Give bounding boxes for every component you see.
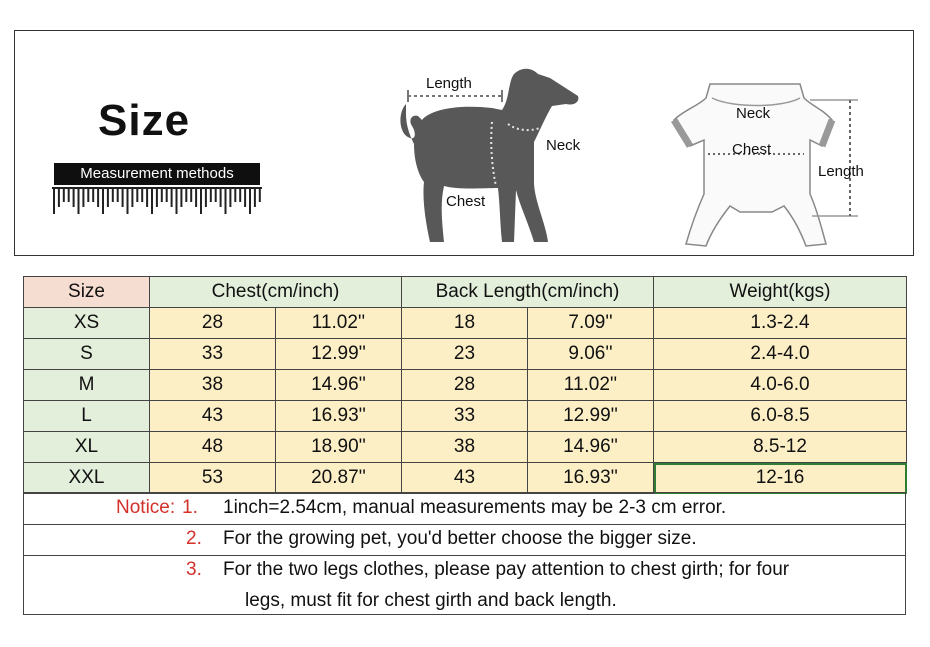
back-cm-cell: 38	[402, 432, 528, 463]
back-cm-cell: 33	[402, 401, 528, 432]
header-size: Size	[24, 277, 150, 308]
table-row	[24, 432, 907, 463]
weight-cell: 12-16	[654, 463, 907, 494]
table-row	[24, 463, 907, 494]
size-cell: L	[24, 401, 150, 432]
size-cell: S	[24, 339, 150, 370]
weight-cell: 2.4-4.0	[654, 339, 907, 370]
notice-text-3-line-1: For the two legs clothes, please pay attention to chest girth; for four	[223, 559, 790, 580]
back-inch-cell: 11.02''	[528, 370, 654, 401]
size-chart-table	[23, 276, 907, 494]
chest-inch-cell: 18.90''	[276, 432, 402, 463]
chest-cm-cell: 38	[150, 370, 276, 401]
chest-cm-cell: 53	[150, 463, 276, 494]
notice-row-1	[24, 493, 905, 525]
header-back-length: Back Length(cm/inch)	[402, 277, 654, 308]
notice-text-1: 1inch=2.54cm, manual measurements may be 2-3 cm error.	[223, 497, 727, 518]
back-inch-cell: 12.99''	[528, 401, 654, 432]
shirt-length-label: Length	[818, 163, 864, 180]
table-row	[24, 401, 907, 432]
back-cm-cell: 23	[402, 339, 528, 370]
back-inch-cell: 9.06''	[528, 339, 654, 370]
notice-panel	[23, 492, 906, 615]
weight-cell: 4.0-6.0	[654, 370, 907, 401]
chest-cm-cell: 28	[150, 308, 276, 339]
size-cell: XL	[24, 432, 150, 463]
chest-inch-cell: 20.87''	[276, 463, 402, 494]
table-row	[24, 339, 907, 370]
measurement-methods-label: Measurement methods	[54, 163, 260, 185]
notice-number-2: 2.	[186, 528, 202, 549]
weight-cell: 6.0-8.5	[654, 401, 907, 432]
chest-cm-cell: 33	[150, 339, 276, 370]
chest-inch-cell: 14.96''	[276, 370, 402, 401]
notice-row-2	[24, 524, 905, 556]
notice-text-3-line-2: legs, must fit for chest girth and back length.	[245, 590, 617, 611]
back-inch-cell: 16.93''	[528, 463, 654, 494]
notice-row-3	[24, 555, 905, 615]
shirt-chest-label: Chest	[732, 141, 772, 158]
chest-inch-cell: 11.02''	[276, 308, 402, 339]
header-weight: Weight(kgs)	[654, 277, 907, 308]
size-cell: XXL	[24, 463, 150, 494]
back-cm-cell: 43	[402, 463, 528, 494]
weight-cell: 1.3-2.4	[654, 308, 907, 339]
chest-cm-cell: 43	[150, 401, 276, 432]
back-inch-cell: 14.96''	[528, 432, 654, 463]
dog-silhouette-icon	[400, 69, 578, 242]
notice-prefix: Notice:	[116, 497, 176, 518]
dog-length-label: Length	[426, 75, 472, 92]
weight-cell: 8.5-12	[654, 432, 907, 463]
size-cell: M	[24, 370, 150, 401]
shirt-diagram	[662, 74, 882, 254]
table-header-row	[24, 277, 907, 308]
chest-inch-cell: 16.93''	[276, 401, 402, 432]
shirt-neck-label: Neck	[736, 105, 771, 122]
chest-cm-cell: 48	[150, 432, 276, 463]
header-chest: Chest(cm/inch)	[150, 277, 402, 308]
table-row	[24, 370, 907, 401]
page-title: Size	[98, 96, 191, 145]
dog-chest-label: Chest	[446, 193, 486, 210]
back-cm-cell: 28	[402, 370, 528, 401]
dog-diagram	[396, 64, 596, 250]
notice-text-2: For the growing pet, you'd better choose the bigger size.	[223, 528, 697, 549]
table-row	[24, 308, 907, 339]
back-cm-cell: 18	[402, 308, 528, 339]
dog-neck-label: Neck	[546, 137, 581, 154]
notice-number-1: 1.	[182, 497, 198, 518]
notice-number-3: 3.	[186, 559, 202, 580]
ruler-icon	[50, 186, 264, 216]
chest-inch-cell: 12.99''	[276, 339, 402, 370]
back-inch-cell: 7.09''	[528, 308, 654, 339]
size-cell: XS	[24, 308, 150, 339]
